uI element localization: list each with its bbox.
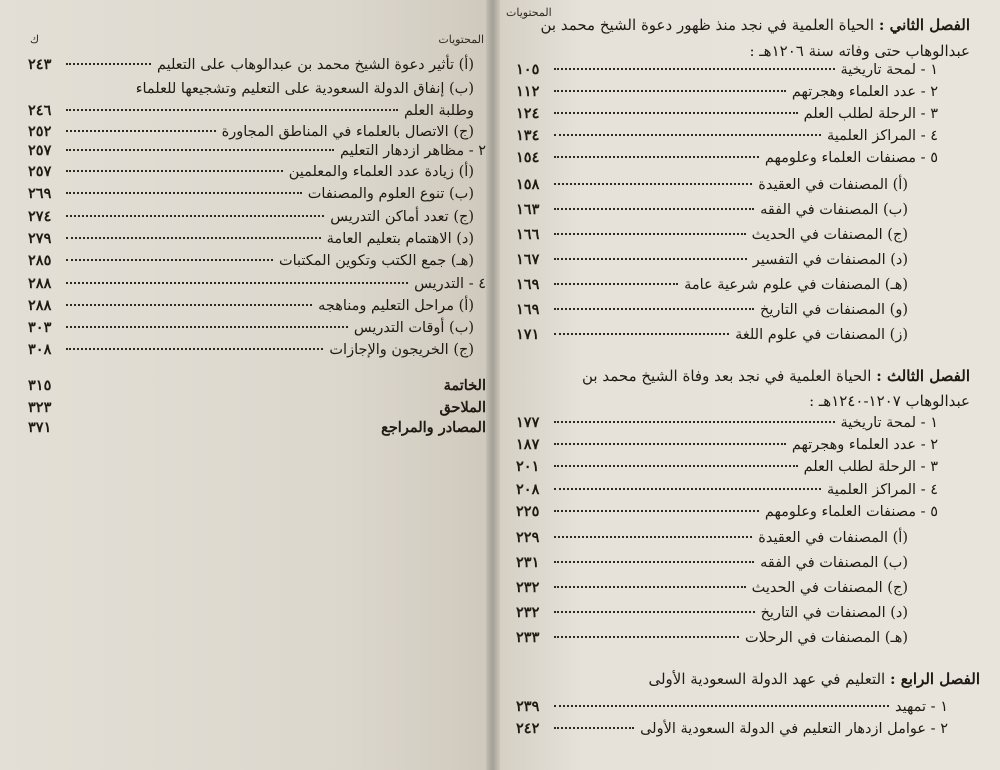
page-letter: ك — [30, 33, 40, 46]
toc-row: (هـ) المصنفات في علوم شرعية عامة ١٦٩ — [516, 276, 908, 293]
toc-row: (أ) زيادة عدد العلماء والمعلمين ٢٥٧ — [28, 163, 474, 180]
toc-row: المصادر والمراجع ٣٧١ — [28, 419, 486, 436]
chapter-heading-cont: عبدالوهاب حتى وفاته سنة ١٢٠٦هـ : — [749, 42, 970, 60]
toc-row: (ب) المصنفات في الفقه ١٦٣ — [516, 201, 908, 218]
toc-row: (هـ) جمع الكتب وتكوين المكتبات ٢٨٥ — [28, 252, 474, 269]
toc-row: الملاحق ٣٢٣ — [28, 399, 486, 416]
toc-row: (ج) الاتصال بالعلماء في المناطق المجاورة ٢٥٢ — [28, 123, 474, 140]
toc-row: وطلبة العلم ٢٤٦ — [28, 102, 474, 119]
toc-row: ٣ - الرحلة لطلب العلم ٢٠١ — [516, 458, 938, 475]
toc-row: ٤ - المراكز العلمية ٢٠٨ — [516, 481, 938, 498]
chapter-heading: الفصل الرابع : التعليم في عهد الدولة السعودية الأولى — [648, 670, 980, 688]
toc-row: (ج) تعدد أماكن التدريس ٢٧٤ — [28, 208, 474, 225]
toc-row: (أ) تأثير دعوة الشيخ محمد بن عبدالوهاب على التعليم ٢٤٣ — [28, 56, 474, 73]
toc-row: (ب) إنفاق الدولة السعودية على التعليم وتشجيعها للعلماء — [135, 81, 474, 97]
toc-row: (ز) المصنفات في علوم اللغة ١٧١ — [516, 326, 908, 343]
chapter-heading: الفصل الثالث : الحياة العلمية في نجد بعد وفاة الشيخ محمد بن — [581, 367, 970, 385]
toc-row: ٢ - عدد العلماء وهجرتهم ١٨٧ — [516, 436, 938, 453]
toc-row: (هـ) المصنفات في الرحلات ٢٣٣ — [516, 629, 908, 646]
toc-row: ٢ - عوامل ازدهار التعليم في الدولة السعودية الأولى ٢٤٢ — [516, 720, 948, 737]
toc-row: ٤ - التدريس ٢٨٨ — [28, 275, 486, 292]
toc-row: ١ - لمحة تاريخية ١٠٥ — [516, 61, 938, 78]
toc-row: (ج) المصنفات في الحديث ١٦٦ — [516, 226, 908, 243]
toc-row: (ج) الخريجون والإجازات ٣٠٨ — [28, 341, 474, 358]
chapter-heading-cont: عبدالوهاب ١٢٠٧-١٢٤٠هـ : — [809, 392, 970, 410]
toc-row: الخاتمة ٣١٥ — [28, 377, 486, 394]
book-gutter — [486, 0, 500, 770]
toc-row: ٥ - مصنفات العلماء وعلومهم ١٥٤ — [516, 149, 938, 166]
toc-row: ١ - تمهيد ٢٣٩ — [516, 698, 948, 715]
toc-row: (ج) المصنفات في الحديث ٢٣٢ — [516, 579, 908, 596]
toc-row: (د) المصنفات في التاريخ ٢٣٢ — [516, 604, 908, 621]
left-page — [0, 0, 492, 770]
toc-row: (ب) أوقات التدريس ٣٠٣ — [28, 319, 474, 336]
right-page — [492, 0, 1000, 770]
toc-row: (أ) مراحل التعليم ومناهجه ٢٨٨ — [28, 297, 474, 314]
toc-row: ١ - لمحة تاريخية ١٧٧ — [516, 414, 938, 431]
toc-row: (د) المصنفات في التفسير ١٦٧ — [516, 251, 908, 268]
toc-row: (د) الاهتمام بتعليم العامة ٢٧٩ — [28, 230, 474, 247]
running-head-left: المحتويات — [438, 33, 484, 46]
toc-row: (ب) تنوع العلوم والمصنفات ٢٦٩ — [28, 185, 474, 202]
toc-row: ٢ - عدد العلماء وهجرتهم ١١٢ — [516, 83, 938, 100]
toc-row: ٤ - المراكز العلمية ١٣٤ — [516, 127, 938, 144]
running-head-right: المحتويات — [506, 6, 552, 19]
toc-row: (و) المصنفات في التاريخ ١٦٩ — [516, 301, 908, 318]
chapter-heading: الفصل الثاني : الحياة العلمية في نجد منذ ظهور دعوة الشيخ محمد بن — [540, 16, 970, 34]
toc-row: (ب) المصنفات في الفقه ٢٣١ — [516, 554, 908, 571]
toc-row: (أ) المصنفات في العقيدة ٢٢٩ — [516, 529, 908, 546]
toc-row: ٣ - الرحلة لطلب العلم ١٢٤ — [516, 105, 938, 122]
toc-row: ٥ - مصنفات العلماء وعلومهم ٢٢٥ — [516, 503, 938, 520]
toc-row: ٢ - مظاهر ازدهار التعليم ٢٥٧ — [28, 142, 486, 159]
toc-row: (أ) المصنفات في العقيدة ١٥٨ — [516, 176, 908, 193]
